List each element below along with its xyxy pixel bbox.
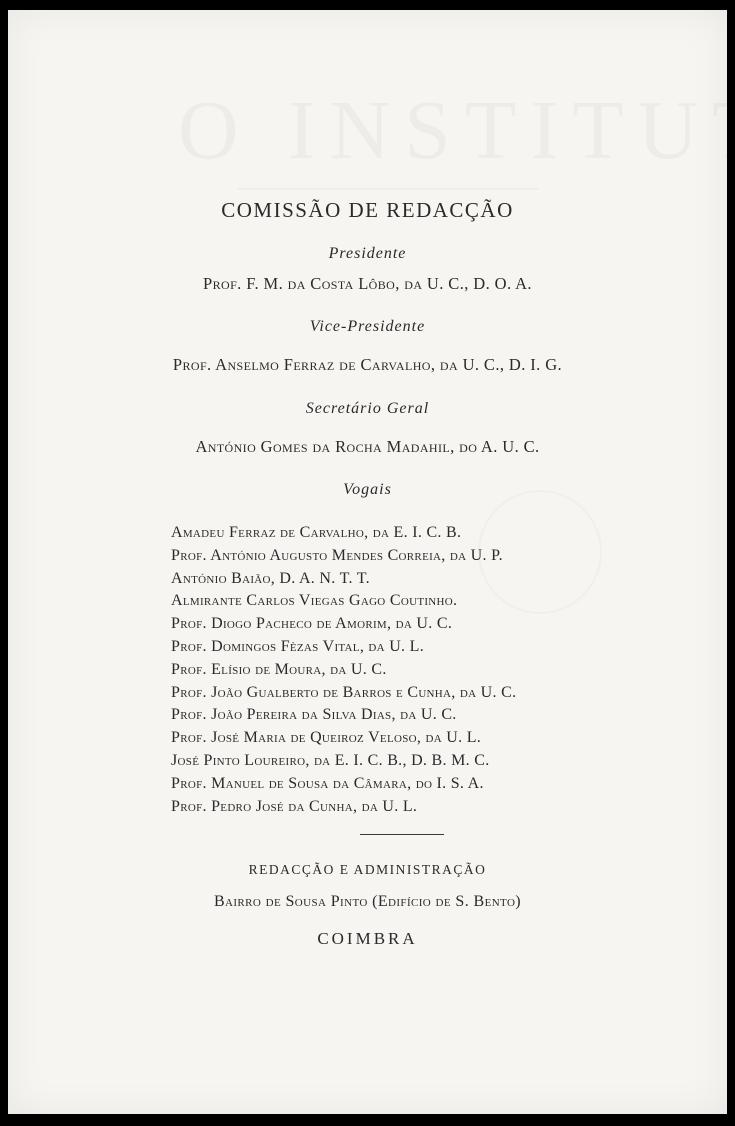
role-presidente: Presidente [328,245,407,262]
bleed-through-rule [238,188,538,190]
administration-title: REDACÇÃO E ADMINISTRAÇÃO [248,862,487,877]
page-title: COMISSÃO DE REDACÇÃO [221,198,514,222]
administration-city: COIMBRA [317,929,418,948]
person-presidente: Prof. F. M. da Costa Lôbo, da U. C., D. O. A. [203,274,532,293]
list-item: Prof. José Maria de Queiroz Veloso, da U. L. [171,729,482,747]
list-item: José Pinto Loureiro, da E. I. C. B., D. B. M. C. [171,751,490,769]
list-item: Prof. Diogo Pacheco de Amorim, da U. C. [171,615,453,633]
list-item: Prof. João Pereira da Silva Dias, da U. C. [171,706,457,724]
role-vice-presidente: Vice-Presidente [309,318,426,335]
list-item: Prof. Manuel de Sousa da Câmara, do I. S. A. [171,774,484,792]
list-item: António Baião, D. A. N. T. T. [171,569,370,587]
role-vogais: Vogais [343,481,392,498]
list-item: Prof. António Augusto Mendes Correia, da U. P. [171,546,503,564]
list-item: Prof. Domingos Fèzas Vital, da U. L. [171,637,425,655]
list-item: Almirante Carlos Viegas Gago Coutinho. [171,592,458,610]
administration-address: Bairro de Sousa Pinto (Edifício de S. Bento) [213,893,522,910]
person-secretario-geral: António Gomes da Rocha Madahil, do A. U. C. [195,437,540,456]
bleed-through-heading [178,82,735,179]
person-vice-presidente: Prof. Anselmo Ferraz de Carvalho, da U. C., D. I. G. [172,355,563,374]
section-divider [360,834,444,835]
list-item: Prof. Elísio de Moura, da U. C. [171,660,387,678]
role-secretario-geral: Secretário Geral [305,400,430,417]
list-item: Amadeu Ferraz de Carvalho, da E. I. C. B. [171,524,462,541]
list-item: Prof. Pedro José da Cunha, da U. L. [171,797,418,815]
vogais-list [171,522,516,818]
list-item: Prof. João Gualberto de Barros e Cunha, da U. C. [171,683,517,701]
